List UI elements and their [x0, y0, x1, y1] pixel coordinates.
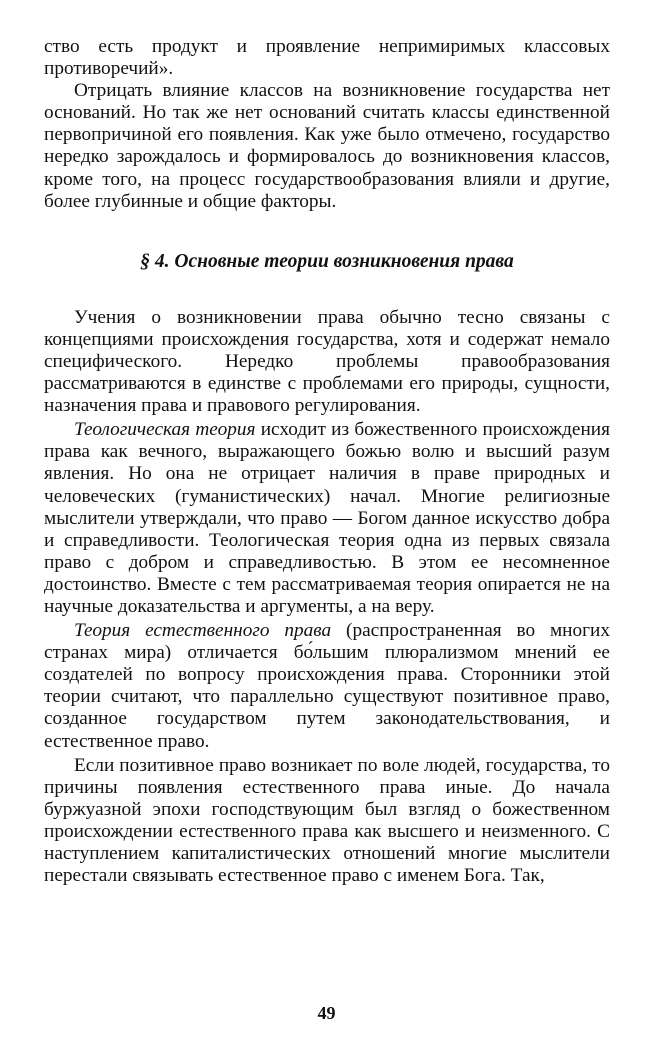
paragraph-law-origin-intro: Учения о возникновении права обычно тесно связаны с концепциями происхождения государства, хотя и содержат немало специфического. Нередко проблемы правообразования рассматриваются в единстве с проблемами его природы, сущности, назначения права и правового регулирования.: [44, 306, 610, 417]
term-theological-theory: Теологическая теория: [74, 419, 256, 441]
paragraph-theological-theory: [44, 419, 610, 618]
section-heading: § 4. Основные теории возникновения права: [140, 250, 514, 272]
natural-law-theory-text: (распространенная во многих странах мира) отличается бо́льшим плюрализмом мнений ее создателей по вопросу происхождения права. Сторонники этой теории считают, что параллельно существуют позитивное право, созданное государством путем законодательствования, и естественное право.: [44, 620, 611, 752]
paragraph-classes-influence: Отрицать влияние классов на возникновение государства нет оснований. Но так же нет оснований считать классы единственной первопричиной его появления. Как уже было отмечено, государство нередко зарождалось и формировалось до возникновения классов, кроме того, на процесс государствообразования влияли и другие, более глубинные и общие факторы.: [44, 80, 610, 212]
paragraph-continuation: ство есть продукт и проявление непримиримых классовых противоречий».: [44, 36, 610, 80]
term-natural-law-theory: Теория естественного права: [74, 620, 332, 642]
book-page: [44, 36, 610, 887]
theological-theory-text: исходит из божественного происхождения права как вечного, выражающего божью волю и высший разум явления. Но она не отрицает наличия в праве природных и человеческих (гуманистических) начал. Многие религиозные мыслители утверждали, что право — Богом данное искусство добра и справедливости. Теологическая теория одна из первых связала право с добром и справедливостью. В этом ее несомненное достоинство. Вместе с тем рассматриваемая теория опирается не на научные доказательства и аргументы, а на веру.: [44, 419, 610, 617]
page-number: 49: [317, 1003, 336, 1023]
paragraph-natural-law-theory: [44, 620, 610, 753]
paragraph-positive-law: Если позитивное право возникает по воле людей, государства, то причины появления естественного права иные. До начала буржуазной эпохи господствующим был взгляд о божественном происхождении естественного права как высшего и неизменного. С наступлением капиталистических отношений многие мыслители перестали связывать естественное право с именем Бога. Так,: [44, 754, 610, 887]
